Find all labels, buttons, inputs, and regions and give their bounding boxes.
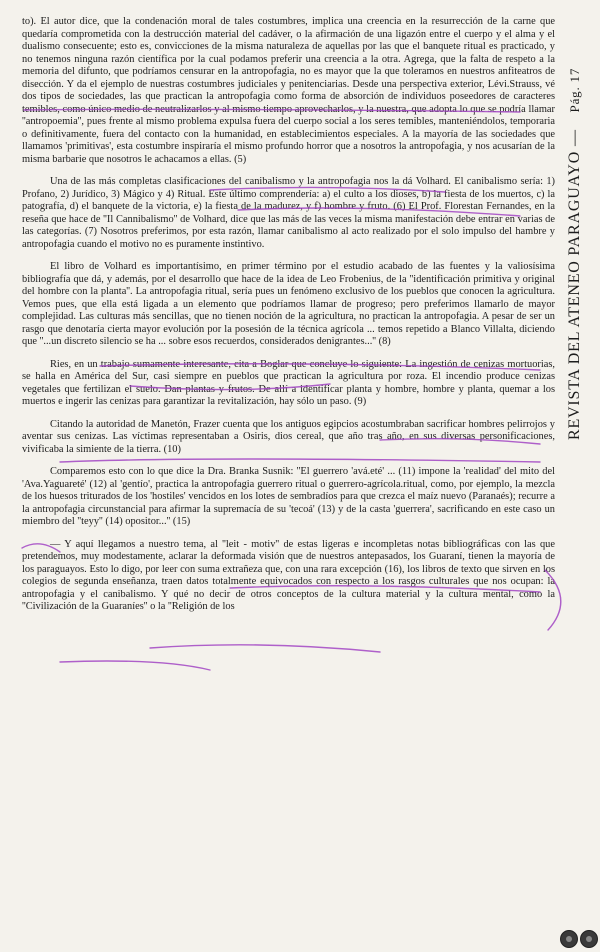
body-text <box>22 16 555 624</box>
paragraph-4: Ries, en un trabajo sumamente interesante, cita a Boglar que concluye lo siguiente: La ingestión de cenizas mortuorias, se halla en América del Sur, casi siempre en pueblos que practican la agricultura por roza. El incendio produce cenizas vegetales que fertilizan el suelo. Dan plantas y frutos. De allí a identificar planta y hombre, hombre y planta, quemar a los muertos e ingerir las cenizas para garantizar la revitalización, hay sólo un paso. (9) <box>22 358 555 407</box>
paragraph-2: Una de las más completas clasificaciones del canibalismo y la antropofagia nos la dá Volhard. El canibalismo sería: 1) Profano, 2) Jurídico, 3) Mágico y 4) Ritual. Este último comprendería: a) el culto a los dioses, b) la fiesta de los muertos, c) la patografía, d) el banquete de la victoria, e) la fiesta de la madurez, y f) hombre y fruto. (6) El Prof. Florestan Fernandes, en la reseña que hace de ''Il Cannibalismo'' de Volhard, dice que las más de las veces la misma manifestación debe entrar en varias de las categorías. (7) Nosotros preferimos, por esta razón, llamar canibalismo al acto realizado por el solo impulso del hambre y antropofagia cuando el motivo no es puramente instintivo. <box>22 176 555 250</box>
page-number: Pág. 17 <box>567 67 582 113</box>
paragraph-7: — Y aquí llegamos a nuestro tema, al ''leit - motiv'' de estas ligeras e incompletas notas bibliográficas con las que pretendemos, muy modestamente, aclarar la deformada visión que de nuestros antepasados, los Guaraní, tienen la mayoría de los paraguayos. Esto lo digo, por leer con suma extrañeza que, con una rara excepción (16), los libros de texto que sirven en los colegios de segunda enseñanza, traen datos totalmente equivocados con respecto a los rasgos culturales que nos ocupan: la antropofagia y el canibalismo. Y qué no decir de otros conceptos de la cultura material y la cultura mental, como la ''Civilización de la Guaraníes'' o la ''Religión de los <box>22 538 555 612</box>
paragraph-3: El libro de Volhard es importantísimo, en primer término por el estudio acabado de las fuentes y la valiosísima bibliografía que dá, y además, por el desarrollo que hace de la idea de Leo Frobenius, de la ''identificación primitiva y original del hombre con la planta''. La antropofagia ritual, sería pues un fenómeno exclusivo de los pueblos que conocen la agricultura. Vemos pues, que ella está ligada a un elemento que podríamos llamar de progreso; pero preferimos llamarlo de mayor complejidad. Las culturas más sencillas, que no tienen noción de la agricultura, no practican la antropofagia. A pesar de ser un rasgo que denotaría cierta mayor evolución por la posesión de la técnica agrícola ... temos repetido a Blanco Villalta, diciendo que ''...un discreto silencio se ha ... sobre esos recuerdos, considerados denigrantes...'' (8) <box>22 261 555 347</box>
zoom-in-button[interactable] <box>580 930 598 948</box>
running-header <box>562 20 588 440</box>
zoom-out-button[interactable] <box>560 930 578 948</box>
pen-underline-10 <box>60 661 210 670</box>
paragraph-6: Comparemos esto con lo que dice la Dra. Branka Susnik: ''El guerrero 'avá.eté' ... (11) impone la 'realidad' del mito del 'Ava.Yaguareté' (12) al 'gentío', practica la antropofagia guerrero ritual o guerrero-agrícola.ritual, como, por ejemplo, la mezcla de los huesos triturados de los 'hostiles' vencidos en los lotes de sembradíos para que crezca el maíz nuevo (Paranaés); recurre a la antropofagia circunstancial para afirmar la supremacía de su 'tecoá' (13) y de la casta 'guerrera', sacrificando en este caso un miembro del ''teyy'' (14) opositor...'' (15) <box>22 466 555 527</box>
paragraph-5: Citando la autoridad de Manetón, Frazer cuenta que los antiguos egipcios acostumbraban sacrificar hombres pelirrojos y aventar sus cenizas. Las víctimas representaban a Osiris, dios cereal, que año tras año, en sus diversas personificaciones, vivificaba la simiente de la tierra. (10) <box>22 418 555 455</box>
journal-title: REVISTA DEL ATENEO PARAGUAYO — <box>566 129 583 440</box>
paragraph-1: to). El autor dice, que la condenación moral de tales costumbres, implica una creencia en la resurrección de la carne que quedaría comprometida con la destrucción material del cadáver, o la afirmación de una ligazón entre el cuerpo y el alma y el dualismo consecuente; esto es, convicciones de la misma naturaleza de aquellas por las que el banquete ritual es practicado, y no tenemos ninguna razón científica por la cual podamos preferir una creencia a la otra. Agrega, que la falta de respeto a la memoria del difunto, que podríamos censurar en la antropofagia, no es mayor que la que toleramos en nuestros anfiteatros de disección. Y da el ejemplo de nuestras costumbres judiciales y penitenciarias. Desde una perspectiva exterior, Lévi.Strauss, vé dos tipos de sociedades, las que practican la antropofagia como forma de absorción de individuos poseedores de caracteres temibles, como único medio de neutralizarlos y al mismo tiempo aprovecharlos, y la nuestra, que adopta lo que se podría llamar ''antropoemia'', pues frente al mismo problema expulsa fuera del cuerpo social a los seres temibles, manteniéndolos, temporaria o definitivamente, fuera del contacto con la humanidad, en establecimientos especiales. A la mayoría de las sociedades que llamamos 'primitivas', esta costumbre inspiraría el mismo profundo horror que a nosotros la antropofagia, y nos acusarían de la misma barbarie que nosotros le achacamos a ellas. (5) <box>22 16 555 165</box>
pen-underline-9 <box>150 645 380 652</box>
